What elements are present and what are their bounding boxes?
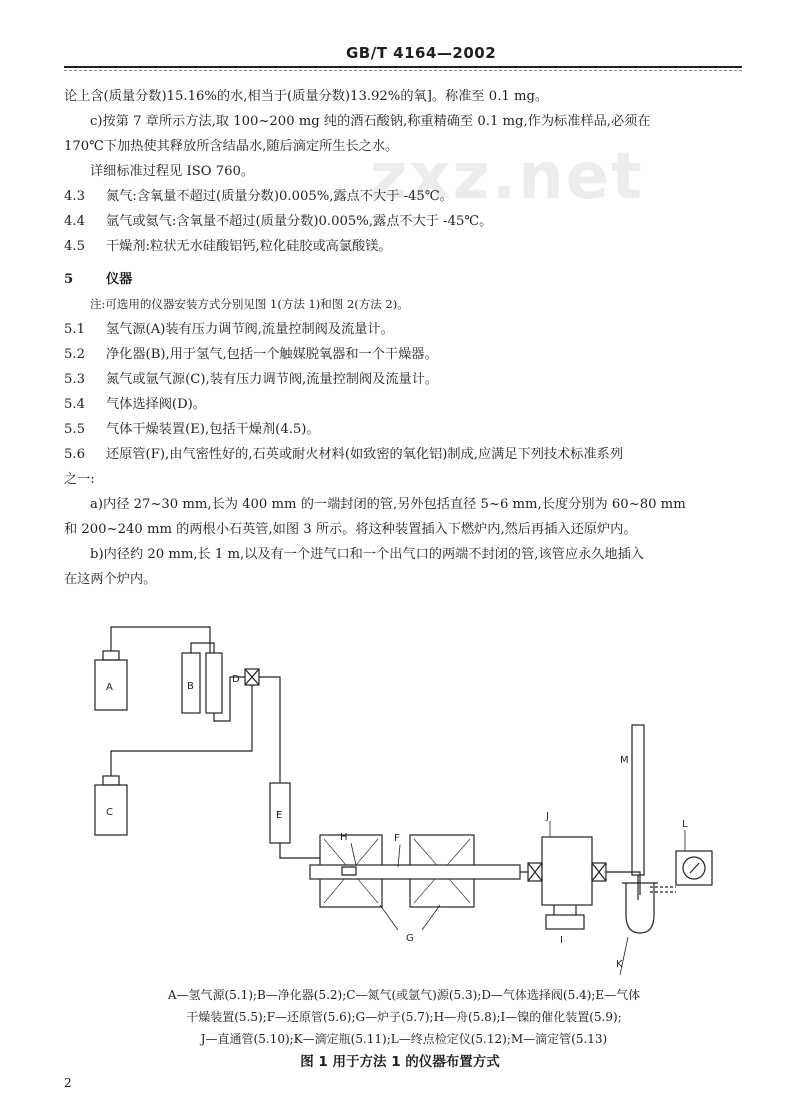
clause-number: 4.3 bbox=[64, 189, 85, 204]
label-D: D bbox=[232, 674, 240, 685]
watermark: zxz.net bbox=[370, 140, 644, 214]
paragraph-indent bbox=[64, 542, 744, 567]
paragraph-text: 详细标准过程见 ISO 760。 bbox=[90, 164, 255, 179]
paragraph-numbered bbox=[64, 392, 744, 417]
label-J: J bbox=[546, 811, 549, 822]
clause-number: 5.5 bbox=[64, 422, 85, 437]
paragraph-text: 气体干燥装置(E),包括干燥剂(4.5)。 bbox=[106, 422, 320, 437]
clause-number: 5.6 bbox=[64, 447, 85, 462]
paragraph-text: 和 200~240 mm 的两根小石英管,如图 3 所示。将这种装置插入下燃炉内,然后再插入还原炉内。 bbox=[64, 522, 637, 537]
header-rule bbox=[64, 66, 742, 68]
figure-caption bbox=[64, 984, 744, 1050]
paragraph-plain bbox=[64, 134, 744, 159]
paragraph-plain bbox=[64, 567, 744, 592]
straight-tube-J bbox=[542, 837, 592, 905]
paragraph-indent bbox=[64, 492, 744, 517]
paragraph-text: 净化器(B),用于氢气,包括一个触媒脱氧器和一个干燥器。 bbox=[106, 347, 438, 362]
label-C: C bbox=[106, 807, 113, 818]
label-K: K bbox=[616, 959, 623, 970]
paragraph-text: 氢气源(A)装有压力调节阀,流量控制阀及流量计。 bbox=[106, 322, 394, 337]
paragraph-text: 干燥剂:粒状无水硅酸铝钙,粒化硅胶或高氯酸镁。 bbox=[106, 239, 392, 254]
paragraph-note bbox=[64, 292, 744, 317]
paragraph-text: 还原管(F),由气密性好的,石英或耐火材料(如致密的氧化铝)制成,应满足下列技术标准系列 bbox=[106, 447, 624, 462]
paragraph-indent bbox=[64, 109, 744, 134]
paragraph-text: b)内径约 20 mm,长 1 m,以及有一个进气口和一个出气口的两端不封闭的管,该管应永久地插入 bbox=[90, 547, 644, 562]
paragraph-numbered bbox=[64, 317, 744, 342]
clause-number: 5.1 bbox=[64, 322, 85, 337]
paragraph-text: 氮气:含氧量不超过(质量分数)0.005%,露点不大于 -45℃。 bbox=[106, 189, 453, 204]
paragraph-plain bbox=[64, 467, 744, 492]
label-F: F bbox=[394, 833, 400, 844]
clause-number: 4.5 bbox=[64, 239, 85, 254]
page-number: 2 bbox=[64, 1076, 72, 1090]
caption-line: A—氢气源(5.1);B—净化器(5.2);C—氮气(或氩气)源(5.3);D—气体选择阀(5.4);E—气体 bbox=[167, 988, 641, 1002]
clause-number: 5.3 bbox=[64, 372, 85, 387]
paragraph-text: 氮气或氩气源(C),装有压力调节阀,流量控制阀及流量计。 bbox=[106, 372, 439, 387]
paragraph-text: a)内径 27~30 mm,长为 400 mm 的一端封闭的管,另外包括直径 5~6 mm,长度分别为 60~80 mm bbox=[90, 497, 686, 512]
paragraph-text: 之一: bbox=[64, 472, 95, 487]
body-text bbox=[64, 84, 744, 592]
clause-number: 5 bbox=[64, 272, 74, 287]
clause-number: 5.4 bbox=[64, 397, 85, 412]
paragraph-numbered bbox=[64, 417, 744, 442]
paragraph-text: 氩气或氦气:含氧量不超过(质量分数)0.005%,露点不大于 -45℃。 bbox=[106, 214, 493, 229]
paragraph-numbered bbox=[64, 234, 744, 259]
label-I: I bbox=[560, 935, 563, 946]
paragraph-text: c)按第 7 章所示方法,取 100~200 mg 纯的酒石酸钠,称重精确至 0.1 mg,作为标准样品,必须在 bbox=[90, 114, 651, 129]
label-B: B bbox=[187, 681, 194, 692]
paragraph-numbered bbox=[64, 342, 744, 367]
apparatus-diagram bbox=[80, 615, 730, 975]
header-rule-dashed bbox=[64, 70, 742, 71]
label-H: H bbox=[340, 832, 348, 843]
standard-header: GB/T 4164—2002 bbox=[346, 44, 497, 62]
paragraph-text: 注:可选用的仪器安装方式分别见图 1(方法 1)和图 2(方法 2)。 bbox=[90, 297, 409, 311]
clause-number: 5.2 bbox=[64, 347, 85, 362]
paragraph-text: 论上含(质量分数)15.16%的水,相当于(质量分数)13.92%的氧]。称准至 0.1 mg。 bbox=[64, 89, 549, 104]
caption-line: J—直通管(5.10);K—滴定瓶(5.11);L—终点检定仪(5.12);M—滴定管(5.13) bbox=[200, 1032, 608, 1046]
figure-title: 图 1 用于方法 1 的仪器布置方式 bbox=[300, 1054, 500, 1070]
paragraph-text: 在这两个炉内。 bbox=[64, 572, 157, 587]
paragraph-plain bbox=[64, 84, 744, 109]
burette-M bbox=[632, 725, 644, 875]
label-M: M bbox=[620, 755, 629, 766]
label-L: L bbox=[682, 819, 688, 830]
paragraph-text: 气体选择阀(D)。 bbox=[106, 397, 206, 412]
paragraph-numbered bbox=[64, 184, 744, 209]
label-G: G bbox=[406, 933, 414, 944]
paragraph-numbered bbox=[64, 209, 744, 234]
nickel-catalyst-I bbox=[546, 915, 584, 929]
caption-line: 干燥装置(5.5);F—还原管(5.6);G—炉子(5.7);H—舟(5.8);I—镍的催化装置(5.9); bbox=[186, 1010, 622, 1024]
paragraph-section bbox=[64, 267, 744, 292]
paragraph-numbered bbox=[64, 367, 744, 392]
label-A: A bbox=[106, 682, 113, 693]
paragraph-text: 仪器 bbox=[106, 272, 133, 287]
label-E: E bbox=[276, 810, 283, 821]
clause-number: 4.4 bbox=[64, 214, 85, 229]
paragraph-indent bbox=[64, 159, 744, 184]
paragraph-numbered bbox=[64, 442, 744, 467]
paragraph-plain bbox=[64, 517, 744, 542]
paragraph-text: 170℃下加热使其释放所含结晶水,随后滴定所生长之水。 bbox=[64, 139, 399, 154]
